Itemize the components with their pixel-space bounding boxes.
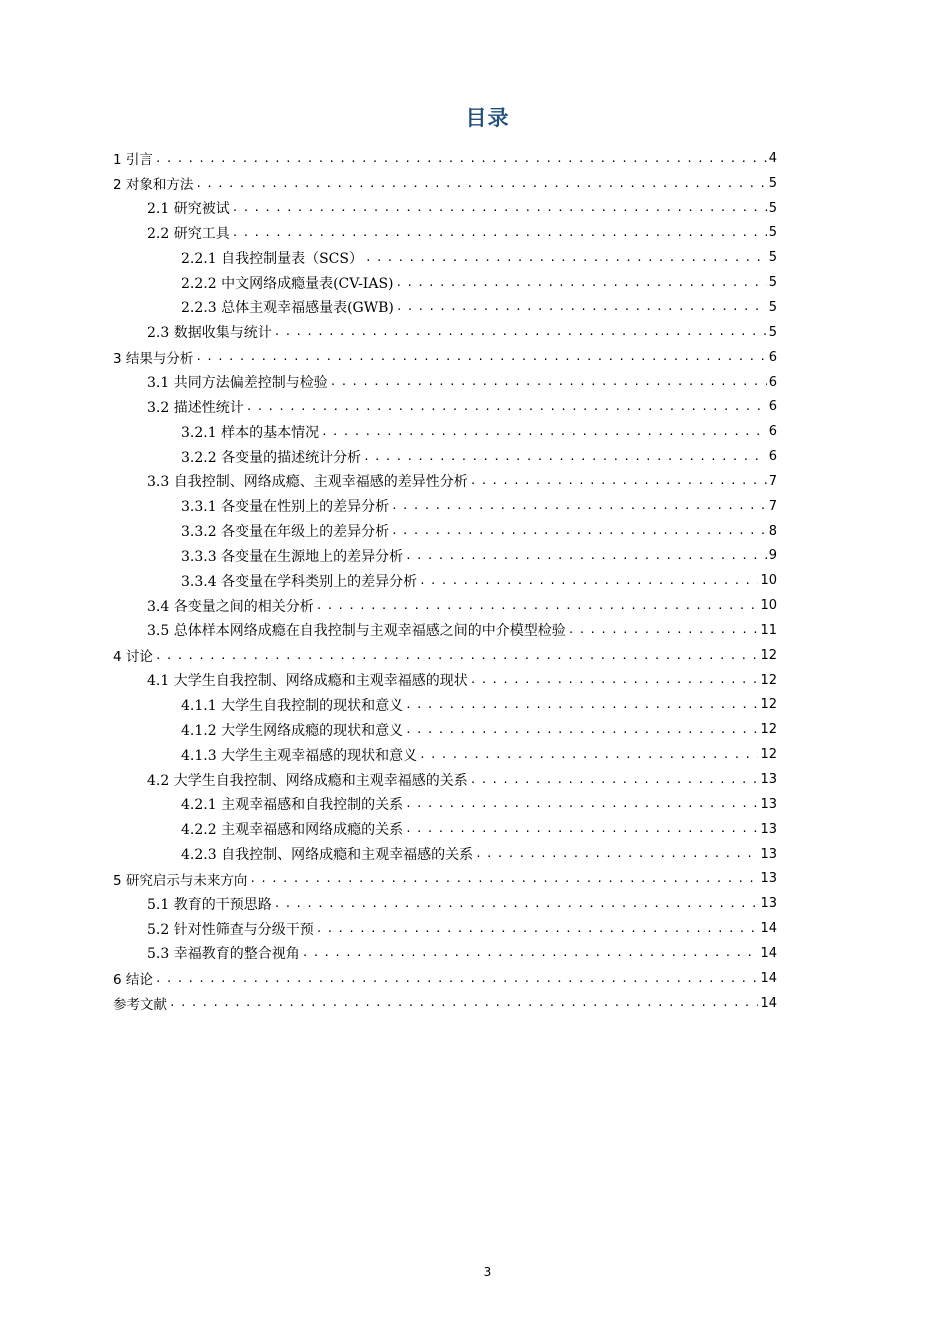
- toc-entry-page: 5: [768, 175, 777, 191]
- toc-dot-leader: [391, 499, 767, 513]
- toc-entry-text: 5.3 幸福教育的整合视角: [147, 946, 300, 963]
- toc-entry-text: 2.2.1 自我控制量表（SCS）: [181, 250, 363, 267]
- toc-entry-page: 5: [768, 324, 777, 340]
- toc-entry-page: 6: [768, 449, 777, 465]
- toc-dot-leader: [155, 152, 767, 166]
- toc-entry-text: 2.2.3 总体主观幸福感量表(GWB): [181, 300, 394, 317]
- toc-dot-leader: [274, 897, 759, 911]
- toc-entry[interactable]: [113, 469, 777, 494]
- toc-dot-leader: [232, 226, 767, 240]
- toc-entry[interactable]: [113, 966, 777, 991]
- toc-entry-text: 4.2.1 主观幸福感和自我控制的关系: [181, 797, 404, 814]
- toc-entry-text: 4 讨论: [113, 649, 153, 666]
- toc-entry[interactable]: [113, 717, 777, 742]
- toc-entry[interactable]: [113, 245, 777, 270]
- toc-entry[interactable]: [113, 842, 777, 867]
- toc-entry-text: 2.3 数据收集与统计: [147, 325, 272, 342]
- toc-entry-page: 6: [768, 424, 777, 440]
- toc-entry-page: 5: [768, 299, 777, 315]
- toc-entry-page: 10: [760, 598, 777, 614]
- toc-entry-text: 3.2.2 各变量的描述统计分析: [181, 449, 362, 466]
- toc-entry-text: 4.1 大学生自我控制、网络成瘾和主观幸福感的现状: [147, 673, 468, 690]
- toc-entry-page: 13: [760, 896, 777, 912]
- toc-entry-text: 3.1 共同方法偏差控制与检验: [147, 375, 328, 392]
- toc-entry-page: 9: [768, 548, 777, 564]
- toc-dot-leader: [316, 922, 759, 936]
- toc-entry-text: 3.3 自我控制、网络成瘾、主观幸福感的差异性分析: [147, 474, 468, 491]
- toc-entry[interactable]: [113, 494, 777, 519]
- toc-entry[interactable]: [113, 196, 777, 221]
- toc-entry[interactable]: [113, 742, 777, 767]
- toc-entry-text: 4.1.1 大学生自我控制的现状和意义: [181, 697, 404, 714]
- toc-entry[interactable]: [113, 394, 777, 419]
- toc-dot-leader: [249, 872, 758, 886]
- toc-entry-page: 13: [760, 871, 777, 887]
- toc-entry[interactable]: [113, 419, 777, 444]
- toc-dot-leader: [419, 574, 758, 588]
- toc-entry-page: 6: [768, 399, 777, 415]
- toc-dot-leader: [274, 325, 767, 339]
- toc-entry[interactable]: [113, 668, 777, 693]
- toc-dot-leader: [405, 549, 767, 563]
- toc-entry-text: 4.2 大学生自我控制、网络成瘾和主观幸福感的关系: [147, 772, 468, 789]
- toc-entry-text: 4.1.3 大学生主观幸福感的现状和意义: [181, 747, 418, 764]
- toc-entry-page: 12: [760, 747, 777, 763]
- toc-dot-leader: [396, 300, 767, 314]
- toc-dot-leader: [419, 748, 758, 762]
- toc-entry[interactable]: [113, 991, 777, 1016]
- toc-entry[interactable]: [113, 916, 777, 941]
- toc-entry-text: 6 结论: [113, 972, 153, 989]
- toc-dot-leader: [470, 773, 759, 787]
- toc-entry-page: 8: [768, 523, 777, 539]
- toc-dot-leader: [405, 723, 758, 737]
- toc-entry[interactable]: [113, 891, 777, 916]
- toc-entry-page: 14: [760, 970, 777, 986]
- toc-dot-leader: [155, 649, 759, 663]
- toc-entry-text: 3.5 总体样本网络成瘾在自我控制与主观幸福感之间的中介模型检验: [147, 623, 566, 640]
- toc-entry-page: 5: [768, 200, 777, 216]
- toc-dot-leader: [321, 425, 767, 439]
- toc-entry[interactable]: [113, 370, 777, 395]
- toc-entry-page: 13: [760, 796, 777, 812]
- toc-dot-leader: [475, 847, 758, 861]
- toc-entry-page: 4: [768, 150, 777, 166]
- toc-entry-page: 5: [768, 225, 777, 241]
- toc-dot-leader: [302, 946, 759, 960]
- toc-dot-leader: [246, 400, 767, 414]
- toc-entry-page: 14: [760, 945, 777, 961]
- toc-entry[interactable]: [113, 792, 777, 817]
- toc-entry-page: 10: [760, 573, 777, 589]
- toc-entry-page: 13: [760, 821, 777, 837]
- toc-entry-text: 2.2.2 中文网络成瘾量表(CV-IAS): [181, 275, 394, 292]
- toc-dot-leader: [568, 623, 759, 637]
- toc-entry[interactable]: [113, 519, 777, 544]
- toc-entry-page: 14: [760, 995, 777, 1011]
- toc-entry-text: 3.2.1 样本的基本情况: [181, 424, 320, 441]
- toc-entry-page: 12: [760, 697, 777, 713]
- toc-entry-text: 2.1 研究被试: [147, 201, 230, 218]
- toc-entry-text: 5.2 针对性筛查与分级干预: [147, 921, 314, 938]
- toc-entry-page: 7: [768, 498, 777, 514]
- toc-entry[interactable]: [113, 618, 777, 643]
- toc-entry-page: 14: [760, 921, 777, 937]
- toc-dot-leader: [396, 276, 767, 290]
- toc-entry[interactable]: [113, 817, 777, 842]
- toc-dot-leader: [405, 698, 758, 712]
- toc-dot-leader: [470, 474, 767, 488]
- toc-entry[interactable]: [113, 544, 777, 569]
- toc-title: 目录: [465, 106, 510, 130]
- toc-entry-page: 7: [768, 473, 777, 489]
- toc-entry[interactable]: [113, 221, 777, 246]
- toc-dot-leader: [391, 524, 767, 538]
- toc-dot-leader: [169, 996, 758, 1010]
- toc-entry[interactable]: [113, 643, 777, 668]
- toc-dot-leader: [195, 177, 766, 191]
- toc-dot-leader: [363, 450, 767, 464]
- toc-list: [113, 146, 777, 1016]
- toc-entry-text: 4.2.2 主观幸福感和网络成瘾的关系: [181, 822, 404, 839]
- toc-entry-text: 3.3.3 各变量在生源地上的差异分析: [181, 548, 404, 565]
- toc-entry[interactable]: [113, 693, 777, 718]
- toc-entry[interactable]: [113, 767, 777, 792]
- toc-entry-text: 2.2 研究工具: [147, 225, 230, 242]
- toc-dot-leader: [330, 375, 767, 389]
- page-number: 3: [483, 1265, 492, 1279]
- toc-entry-text: 5.1 教育的干预思路: [147, 896, 272, 913]
- toc-dot-leader: [405, 822, 758, 836]
- toc-entry-text: 4.2.3 自我控制、网络成瘾和主观幸福感的关系: [181, 847, 474, 864]
- toc-entry-page: 12: [760, 722, 777, 738]
- toc-entry[interactable]: [113, 941, 777, 966]
- toc-entry[interactable]: [113, 270, 777, 295]
- toc-entry[interactable]: [113, 295, 777, 320]
- toc-entry-page: 12: [760, 647, 777, 663]
- toc-entry-text: 3.4 各变量之间的相关分析: [147, 598, 314, 615]
- toc-entry-text: 3.2 描述性统计: [147, 399, 244, 416]
- toc-entry-text: 3.3.4 各变量在学科类别上的差异分析: [181, 573, 418, 590]
- toc-entry-text: 2 对象和方法: [113, 177, 194, 194]
- toc-entry-text: 5 研究启示与未来方向: [113, 872, 248, 889]
- toc-entry-page: 5: [768, 275, 777, 291]
- toc-entry-page: 5: [768, 250, 777, 266]
- toc-entry-page: 6: [768, 374, 777, 390]
- toc-entry-text: 4.1.2 大学生网络成瘾的现状和意义: [181, 722, 404, 739]
- toc-entry-page: 13: [760, 772, 777, 788]
- toc-entry-page: 13: [760, 846, 777, 862]
- toc-entry-page: 11: [760, 622, 777, 638]
- toc-dot-leader: [155, 972, 759, 986]
- toc-dot-leader: [232, 201, 767, 215]
- toc-entry[interactable]: [113, 444, 777, 469]
- toc-dot-leader: [316, 599, 759, 613]
- toc-entry[interactable]: [113, 593, 777, 618]
- toc-entry[interactable]: [113, 345, 777, 370]
- toc-entry-page: 6: [768, 349, 777, 365]
- toc-dot-leader: [405, 797, 758, 811]
- toc-entry-text: 1 引言: [113, 152, 153, 169]
- toc-entry-text: 3 结果与分析: [113, 351, 194, 368]
- toc-entry-text: 3.3.1 各变量在性别上的差异分析: [181, 499, 390, 516]
- toc-entry-text: 3.3.2 各变量在年级上的差异分析: [181, 524, 390, 541]
- toc-dot-leader: [365, 251, 767, 265]
- toc-dot-leader: [470, 673, 759, 687]
- toc-dot-leader: [195, 350, 766, 364]
- toc-entry[interactable]: [113, 866, 777, 891]
- toc-entry-page: 12: [760, 672, 777, 688]
- toc-entry[interactable]: [113, 320, 777, 345]
- toc-entry-text: 参考文献: [113, 997, 167, 1014]
- toc-entry[interactable]: [113, 568, 777, 593]
- toc-entry[interactable]: [113, 146, 777, 171]
- toc-entry[interactable]: [113, 171, 777, 196]
